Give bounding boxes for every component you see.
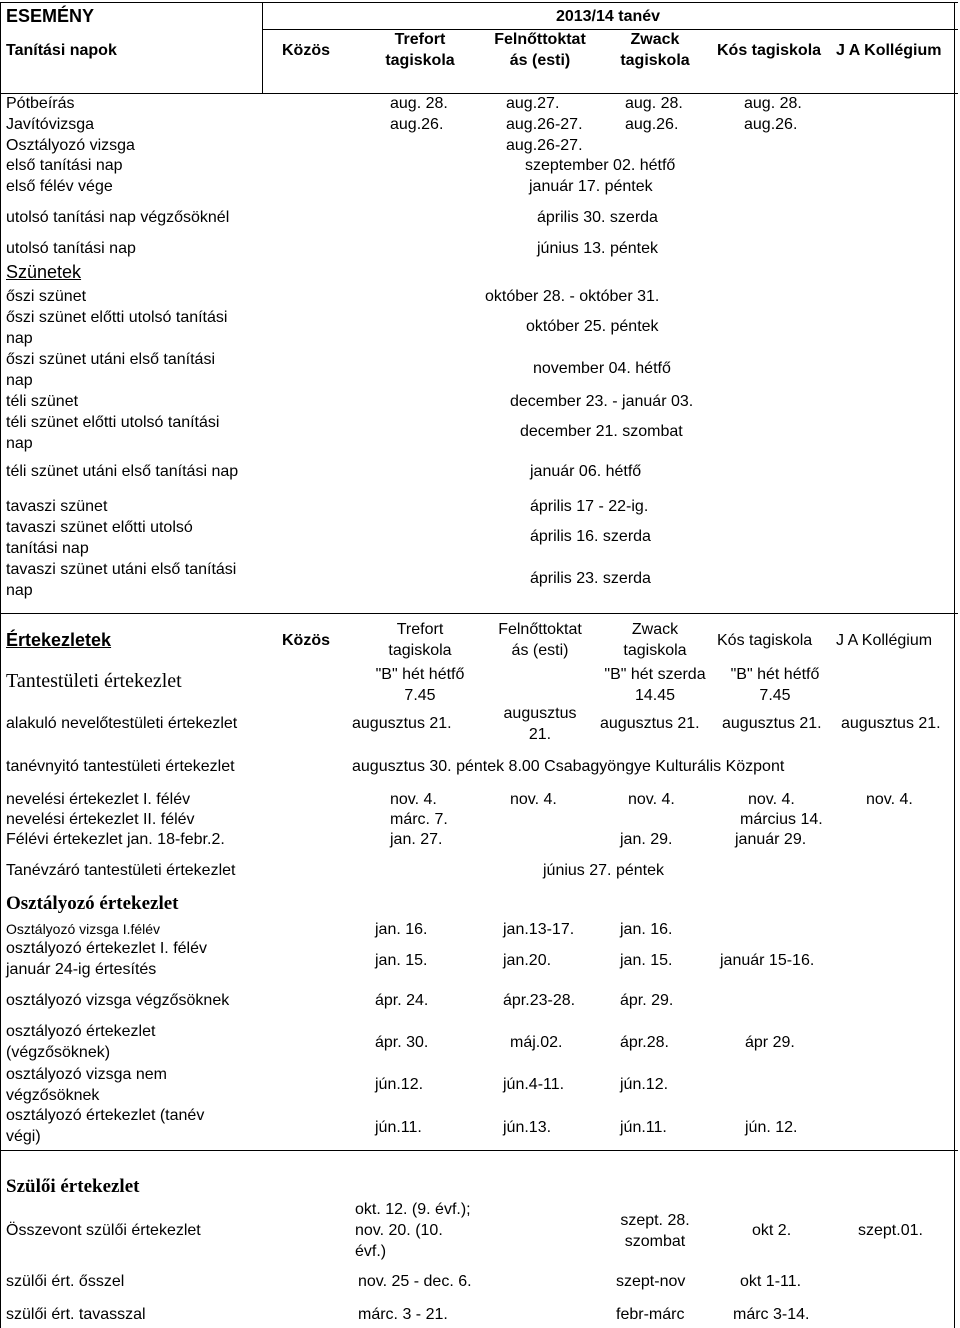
- row-label: első tanítási nap: [6, 157, 123, 174]
- osztalyozo-value: ápr 29.: [745, 1034, 795, 1051]
- break-label: őszi szünet: [6, 288, 87, 305]
- row-value: aug.26.: [744, 116, 798, 133]
- row-value: aug.26.: [390, 116, 444, 133]
- header-col-kozos: Közös: [282, 42, 330, 59]
- osszevont-kollegium: szept.01.: [858, 1222, 923, 1239]
- zwack-bhet: "B" hét szerda 14.45: [604, 666, 706, 704]
- osztalyozo-value: ápr. 24.: [375, 992, 429, 1009]
- break-label: téli szünet utáni első tanítási nap: [6, 463, 239, 480]
- osztalyozo-value: jan.13-17.: [503, 921, 575, 938]
- row-label: Pótbeírás: [6, 95, 75, 112]
- osszevont-kos: okt 2.: [752, 1222, 792, 1239]
- row-value: aug. 28.: [744, 95, 802, 112]
- break-date: április 17 - 22-ig.: [530, 498, 649, 515]
- border-top: [0, 2, 958, 3]
- table-title: ESEMÉNY: [6, 6, 95, 26]
- osztalyozo-value: jún.12.: [375, 1076, 424, 1093]
- osszevont-kozos: okt. 12. (9. évf.); nov. 20. (10. évf.): [355, 1201, 471, 1260]
- row-value: aug. 28.: [390, 95, 448, 112]
- alakulo-kos: augusztus 21.: [722, 715, 822, 732]
- header-col-felnott: Felnőttoktat ás (esti): [494, 31, 586, 69]
- osztalyozo-value: jan. 15.: [620, 952, 673, 969]
- break-label: téli szünet: [6, 393, 79, 410]
- nevelesi2-value: márc. 7.: [390, 811, 448, 828]
- trefort-bhet: "B" hét hétfő 7.45: [375, 666, 465, 704]
- osztalyozo-value: máj.02.: [510, 1034, 563, 1051]
- szunetek-title: Szünetek: [6, 262, 82, 282]
- tantestuleti-title: Tantestületi értekezlet: [6, 670, 182, 692]
- tanevnyito-value: augusztus 30. péntek 8.00 Csabagyöngye Kulturális Központ: [352, 758, 785, 775]
- nevelesi1-value: nov. 4.: [510, 791, 557, 808]
- osztalyozo-value: jún. 12.: [745, 1119, 798, 1136]
- osztalyozo-value: jan. 16.: [620, 921, 673, 938]
- break-date: április 23. szerda: [530, 570, 651, 587]
- ertekezletek-title: Értekezletek: [6, 630, 112, 650]
- osztalyozo-value: jan. 16.: [375, 921, 428, 938]
- tavasszal-value: márc. 3 - 21.: [358, 1306, 448, 1323]
- row-label: Osztályozó vizsga: [6, 137, 135, 154]
- break-label: őszi szünet előtti utolsó tanítási nap: [6, 309, 228, 347]
- header-col-trefort: Trefort tagiskola: [385, 31, 455, 69]
- row-label: utolsó tanítási nap: [6, 240, 136, 257]
- osztalyozo-value: jún.11.: [620, 1119, 667, 1136]
- tavasszal-value: márc 3-14.: [733, 1306, 810, 1323]
- header-col-zwack: Zwack tagiskola: [620, 31, 690, 69]
- osztalyozo-value: január 15-16.: [720, 952, 815, 969]
- row-value: április 30. szerda: [537, 209, 658, 226]
- school-year: 2013/14 tanév: [555, 8, 661, 25]
- alakulo-kollegium: augusztus 21.: [841, 715, 941, 732]
- osztalyozo-label: osztályozó értekezlet (végzősöknek): [6, 1023, 156, 1061]
- nevelesi1-value: nov. 4.: [390, 791, 437, 808]
- border-right: [954, 2, 955, 1328]
- col-kollegium: J A Kollégium: [836, 632, 933, 649]
- row-value: szeptember 02. hétfő: [525, 157, 676, 174]
- break-label: tavaszi szünet utáni első tanítási nap: [6, 561, 237, 599]
- row-value: aug. 28.: [625, 95, 683, 112]
- row-label: utolsó tanítási nap végzősöknél: [6, 209, 230, 226]
- tavasszal-value: febr-márc: [616, 1306, 685, 1323]
- osztalyozo-label: osztályozó értekezlet I. félév január 24-ig értesítés: [6, 940, 207, 978]
- row-value: június 13. péntek: [537, 240, 658, 257]
- osztalyozo-value: ápr.28.: [620, 1034, 669, 1051]
- osztalyozo-label: osztályozó értekezlet (tanév végi): [6, 1107, 205, 1145]
- tanevzaro-value: június 27. péntek: [543, 862, 664, 879]
- osszel-label: szülői ért. ősszel: [6, 1273, 125, 1290]
- col-kos: Kós tagiskola: [717, 632, 813, 649]
- osztalyozo-value: jan.20.: [503, 952, 552, 969]
- osztalyozo-label: osztályozó vizsga nem végzősöknek: [6, 1066, 167, 1104]
- header-col-kollegium: J A Kollégium: [836, 42, 942, 59]
- szuloi-title: Szülői értekezlet: [6, 1176, 140, 1197]
- osztalyozo-value: jún.4-11.: [503, 1076, 565, 1093]
- tanevzaro-label: Tanévzáró tantestületi értekezlet: [6, 862, 236, 879]
- tanevnyito-label: tanévnyitó tantestületi értekezlet: [6, 758, 235, 775]
- break-label: téli szünet előtti utolsó tanítási nap: [6, 414, 220, 452]
- alakulo-felnott: augusztus 21.: [503, 705, 577, 743]
- kos-bhet: "B" hét hétfő 7.45: [730, 666, 820, 704]
- osztalyozo-label: osztályozó vizsga végzősöknek: [6, 992, 230, 1009]
- osztalyozo-value: ápr. 29.: [620, 992, 674, 1009]
- row-value: január 17. péntek: [529, 178, 653, 195]
- felevi-value: január 29.: [735, 831, 807, 848]
- break-date: december 21. szombat: [520, 423, 683, 440]
- row-label: első félév vége: [6, 178, 113, 195]
- osztalyozo-value: ápr.23-28.: [503, 992, 576, 1009]
- break-date: december 23. - január 03.: [510, 393, 694, 410]
- col-trefort: Trefort tagiskola: [388, 621, 452, 659]
- felevi-value: jan. 29.: [620, 831, 673, 848]
- osztalyozo-value: jún.12.: [620, 1076, 669, 1093]
- alakulo-label: alakuló nevelőtestületi értekezlet: [6, 715, 238, 732]
- osszevont-zwack: szept. 28. szombat: [620, 1212, 690, 1250]
- row-value: aug.26-27.: [506, 116, 583, 133]
- osszel-value: szept-nov: [616, 1273, 686, 1290]
- osztalyozo-value: ápr. 30.: [375, 1034, 429, 1051]
- nevelesi2-value: március 14.: [740, 811, 823, 828]
- tanitasi-napok-label: Tanítási napok: [6, 42, 117, 59]
- felevi-label: Félévi értekezlet jan. 18-febr.2.: [6, 831, 225, 848]
- felevi-value: jan. 27.: [390, 831, 443, 848]
- alakulo-zwack: augusztus 21.: [600, 715, 700, 732]
- nevelesi1-label: nevelési értekezlet I. félév: [6, 791, 191, 808]
- break-date: október 25. péntek: [526, 318, 659, 335]
- nevelesi1-value: nov. 4.: [748, 791, 795, 808]
- section-line-1: [0, 613, 958, 614]
- tavasszal-label: szülői ért. tavasszal: [6, 1306, 146, 1323]
- osszel-value: okt 1-11.: [740, 1273, 802, 1290]
- osztalyozo-value: jan. 15.: [375, 952, 428, 969]
- row-value: aug.26-27.: [506, 137, 583, 154]
- row-value: aug.26.: [625, 116, 679, 133]
- row-label: Javítóvizsga: [6, 116, 95, 133]
- break-date: november 04. hétfő: [533, 360, 671, 377]
- col-felnott: Felnőttoktat ás (esti): [498, 621, 582, 659]
- alakulo-kozos: augusztus 21.: [352, 715, 452, 732]
- header-bottom-line: [0, 93, 958, 94]
- break-label: tavaszi szünet előtti utolsó tanítási nap: [6, 519, 193, 557]
- break-label: őszi szünet utáni első tanítási nap: [6, 351, 216, 389]
- osztalyozo-title: Osztályozó értekezlet: [6, 893, 179, 914]
- row-value: aug.27.: [506, 95, 560, 112]
- osztalyozo-value: jún.11.: [375, 1119, 422, 1136]
- osszevont-label: Összevont szülői értekezlet: [6, 1222, 201, 1239]
- col-zwack: Zwack tagiskola: [623, 621, 687, 659]
- nevelesi1-value: nov. 4.: [628, 791, 675, 808]
- break-date: január 06. hétfő: [530, 463, 642, 480]
- border-left: [0, 2, 1, 1328]
- osszel-value: nov. 25 - dec. 6.: [358, 1273, 472, 1290]
- break-date: április 16. szerda: [530, 528, 651, 545]
- break-date: október 28. - október 31.: [485, 288, 660, 305]
- nevelesi1-value: nov. 4.: [866, 791, 913, 808]
- nevelesi2-label: nevelési értekezlet II. félév: [6, 811, 195, 828]
- col-kozos: Közös: [282, 632, 330, 649]
- section-line-2: [0, 1150, 958, 1151]
- header-col-kos: Kós tagiskola: [717, 42, 822, 59]
- break-label: tavaszi szünet: [6, 498, 108, 515]
- osztalyozo-value: jún.13.: [503, 1119, 552, 1136]
- osztalyozo-label: Osztályozó vizsga I.félév: [6, 921, 161, 937]
